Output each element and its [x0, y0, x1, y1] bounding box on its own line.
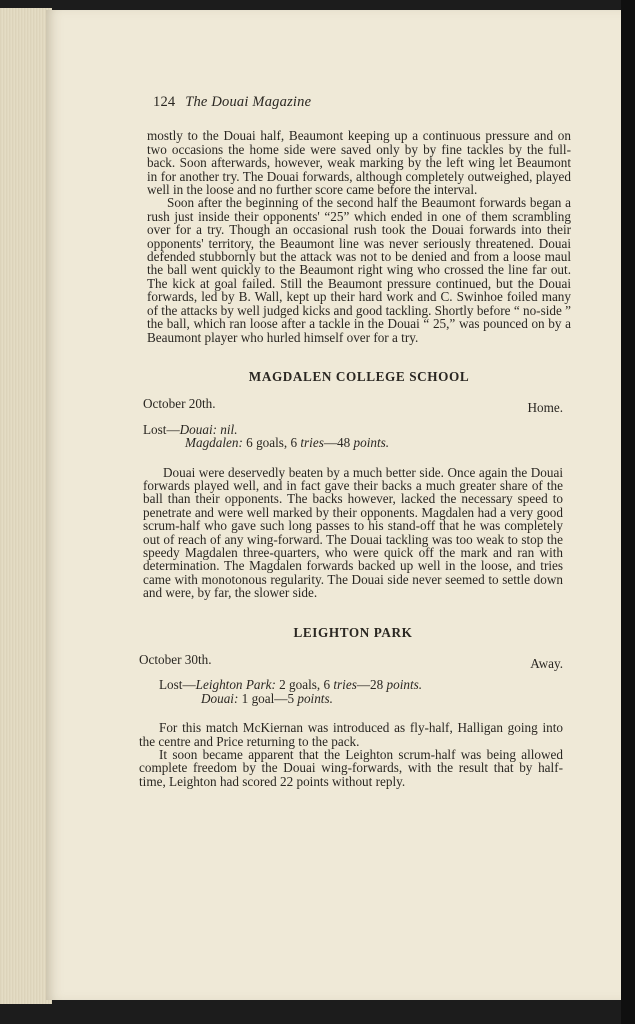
- result-word: Lost—: [159, 677, 196, 693]
- running-head: [153, 96, 572, 109]
- score-points: —48: [323, 435, 354, 451]
- page-text: [98, 96, 572, 788]
- match-date: October 20th.: [143, 396, 216, 412]
- match-dateline: [143, 397, 563, 414]
- score-line-2: [143, 436, 563, 449]
- score-tries-label: tries: [333, 677, 357, 693]
- match-report-leighton-1: For this match McKiernan was introduced as fly-half, Halligan going into the centre and Price returning to the pack.: [139, 720, 563, 749]
- intro-paragraph-2: Soon after the beginning of the second half the Beaumont forwards began a rush just inside their opponents' “25” which ended in one of them scrambling over for a try. Though an occasional rush took the Douai forwards into their opponents' territory, the Beaumont line was never seriously threatened. Douai defended stubbornly but the attack was not to be denied and from a loose maul the ball went quickly to the Beaumont right wing who crossed the line far out. The kick at goal failed. Still the Beaumont pressure continued, but the Douai forwards, led by B. Wall, kept up their hard work and C. Swinhoe foiled many of the attacks by well judged kicks and good tackling. Shortly before “ no-side ” the ball, which ran loose after a tackle in the Douai “ 25,” was pounced on by a Beaumont player who hurled himself over for a try.: [147, 195, 571, 345]
- match-report-magdalen: Douai were deservedly beaten by a much better side. Once again the Douai forwards played well, and in fact gave their backs a much greater share of the ball than their opponents. The backs however, lacked the necessary speed to penetrate and were well marked by their opponents. Magdalen had a very good scrum-half who gave such long passes to his stand-off that he was completely out of reach of any wing-forward. The Douai tackling was too weak to stop the speedy Magdalen three-quarters, who were quick off the mark and ran with determination. The Magdalen forwards backed up well in the loose, and tries came with monotonous regularity. The Douai side never seemed to settle down and were, by far, the slower side.: [143, 464, 563, 601]
- score-points-label: points.: [386, 677, 423, 693]
- match-venue: Home.: [527, 400, 563, 416]
- score-points: —28: [356, 677, 387, 693]
- match-section-magdalen: [143, 397, 563, 639]
- score-team-douai: Douai:: [201, 690, 239, 706]
- score-goals: 6 goals, 6: [242, 435, 301, 451]
- book-page-edges: [0, 8, 52, 1004]
- match-dateline: [139, 653, 563, 670]
- match-heading-leighton: LEIGHTON PARK: [293, 624, 413, 640]
- score-team-leighton: Leighton Park:: [195, 677, 276, 693]
- page-number: 124: [153, 94, 176, 110]
- match-venue: Away.: [530, 656, 563, 671]
- intro-paragraph-1: mostly to the Douai half, Beaumont keeping up a continuous pressure and on two occasions the home side were saved only by by fine tackles by the full-back. Soon afterwards, however, weak marking by the left wing let Beaumont in for another try. The Douai forwards, although completely outweighed, played well in the loose and no further score came before the interval.: [147, 128, 571, 198]
- match-score: [143, 423, 563, 450]
- match-heading-magdalen: MAGDALEN COLLEGE SCHOOL: [248, 368, 470, 384]
- match-score: [139, 678, 563, 705]
- score-line-1: [143, 423, 563, 436]
- running-title: The Douai Magazine: [185, 94, 312, 110]
- match-date: October 30th.: [139, 652, 212, 667]
- score-points-label: points.: [353, 435, 390, 451]
- match-report-leighton-2: It soon became apparent that the Leighton scrum-half was being allowed complete freedom by the Douai wing-forwards, with the result that by half-time, Leighton had scored 22 points without reply.: [139, 747, 563, 789]
- score-line-2: [159, 692, 563, 705]
- match-section-leighton: [139, 653, 563, 788]
- score-points-label: points.: [297, 690, 333, 706]
- score-line-1: [159, 678, 563, 691]
- result-word: Lost—: [143, 421, 180, 437]
- score-team-magdalen: Magdalen:: [185, 435, 243, 451]
- score-goals: 2 goals, 6: [275, 677, 334, 693]
- score-goals: 1 goal—5: [238, 690, 298, 706]
- score-tries-label: tries: [300, 435, 324, 451]
- score-team-douai: Douai: nil.: [179, 421, 238, 437]
- scan-border: [621, 0, 635, 1024]
- intro-section: [147, 129, 571, 383]
